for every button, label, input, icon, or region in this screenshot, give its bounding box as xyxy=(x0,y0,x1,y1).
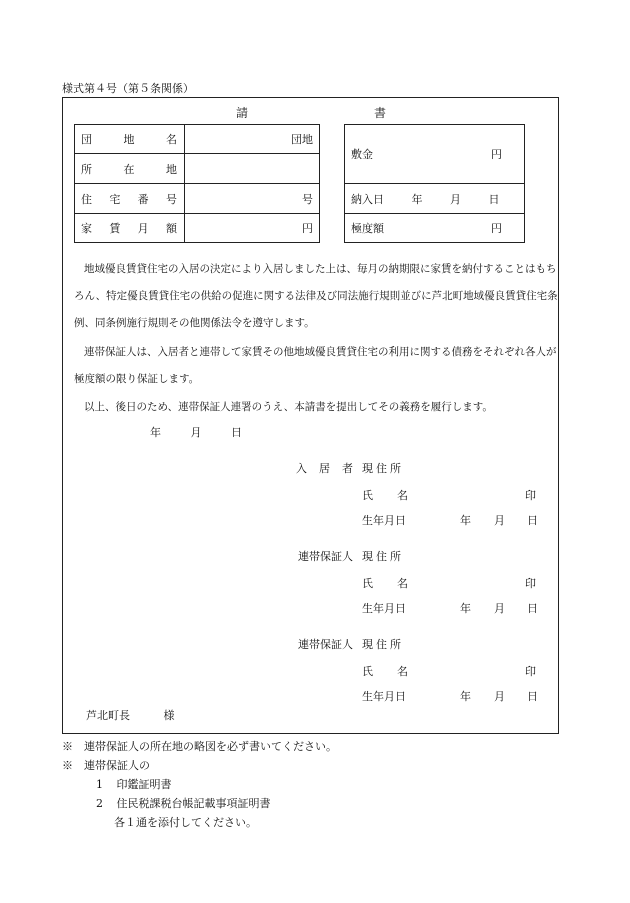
seal-mark[interactable]: 印 xyxy=(525,577,536,590)
birth-month: 月 xyxy=(494,514,505,527)
signer-role: 連帯保証人 xyxy=(298,550,353,563)
note-sketch-map: ※ 連帯保証人の所在地の略図を必ず書いてください。 xyxy=(62,740,337,753)
signer-name-label: 氏名 xyxy=(362,577,432,590)
field-location[interactable] xyxy=(185,154,320,184)
date-year: 年 xyxy=(150,426,161,439)
label-location: 所 在 地 xyxy=(81,162,177,176)
birth-month: 月 xyxy=(494,690,505,703)
unit-deposit-yen: 円 xyxy=(491,148,502,161)
signer-name-label: 氏名 xyxy=(362,489,432,502)
signer-address-label: 現住所 xyxy=(362,638,404,651)
form-number: 様式第４号（第５条関係） xyxy=(62,82,194,95)
signer-address-label: 現住所 xyxy=(362,550,404,563)
addressee-honorific: 様 xyxy=(163,709,175,722)
title-char-2: 書 xyxy=(374,106,387,120)
label-deposit: 敷金 xyxy=(351,148,373,161)
field-house-number[interactable] xyxy=(185,184,320,214)
label-payment-date: 納入日 xyxy=(351,192,384,206)
signer-address-label: 現住所 xyxy=(362,462,404,475)
date-month: 月 xyxy=(190,426,202,439)
field-payment-date[interactable] xyxy=(345,184,525,214)
birth-year: 年 xyxy=(460,514,471,527)
field-limit-amount[interactable] xyxy=(345,214,525,243)
note-closing: 各１通を添付してください。 xyxy=(114,816,257,829)
birth-year: 年 xyxy=(460,690,471,703)
seal-mark[interactable]: 印 xyxy=(525,489,536,502)
birth-year: 年 xyxy=(460,602,471,615)
field-deposit[interactable] xyxy=(345,125,525,184)
unit-go: 号 xyxy=(302,192,313,206)
paragraph-tenant-obligation: 地域優良賃貸住宅の入居の決定により入居しました上は、毎月の納期限に家賃を納付することはもち ろん、特定優良賃貸住宅の供給の促進に関する法律及び同法施行規則並びに芦北町地域優良賃貸住宅条 例、同条例施行規則その他関係法令を遵守します。 xyxy=(74,263,558,329)
unit-limit-yen: 円 xyxy=(491,222,502,235)
label-house-number: 住 宅 番 号 xyxy=(81,192,177,206)
label-danchi-name: 団 地 名 xyxy=(81,133,177,146)
birth-day: 日 xyxy=(527,514,538,527)
signer-role: 連帯保証人 xyxy=(298,638,353,651)
signer-name-label: 氏名 xyxy=(362,665,432,678)
signer-birth-label: 生年月日 xyxy=(362,690,406,703)
signer-birth-label: 生年月日 xyxy=(362,602,406,615)
signer-birth-label: 生年月日 xyxy=(362,514,406,527)
title-char-1: 請 xyxy=(236,106,249,120)
birth-month: 月 xyxy=(494,602,505,615)
seal-mark[interactable]: 印 xyxy=(525,665,536,678)
field-danchi-name[interactable] xyxy=(185,125,320,154)
note-item-2: 2 住民税課税台帳記載事項証明書 xyxy=(96,797,271,810)
label-limit-amount: 極度額 xyxy=(351,222,384,235)
addressee-name: 芦北町長 xyxy=(86,709,130,722)
paragraph-submission: 以上、後日のため、連帯保証人連署のうえ、本請書を提出してその義務を履行します。 xyxy=(84,401,493,413)
signer-role: 入居者 xyxy=(296,462,365,475)
field-monthly-rent[interactable] xyxy=(185,214,320,243)
deposit-info-table xyxy=(344,124,525,243)
submission-date[interactable] xyxy=(150,424,242,440)
birth-day: 日 xyxy=(527,690,538,703)
date-day: 日 xyxy=(231,426,242,439)
addressee xyxy=(86,707,175,723)
note-guarantor-docs: ※ 連帯保証人の xyxy=(62,759,150,772)
payment-year: 年 xyxy=(411,192,423,206)
payment-day: 日 xyxy=(488,192,500,206)
payment-month: 月 xyxy=(450,192,461,206)
unit-yen: 円 xyxy=(302,222,313,235)
birth-day: 日 xyxy=(527,602,538,615)
label-monthly-rent: 家 賃 月 額 xyxy=(81,222,177,235)
paragraph-guarantor: 連帯保証人は、入居者と連帯して家賃その他地域優良賃貸住宅の利用に関する債務をそれぞれ各人が 極度額の限り保証します。 xyxy=(74,346,557,385)
note-item-1: 1 印鑑証明書 xyxy=(96,778,172,791)
property-info-table xyxy=(74,124,320,243)
unit-danchi: 団地 xyxy=(291,133,313,146)
